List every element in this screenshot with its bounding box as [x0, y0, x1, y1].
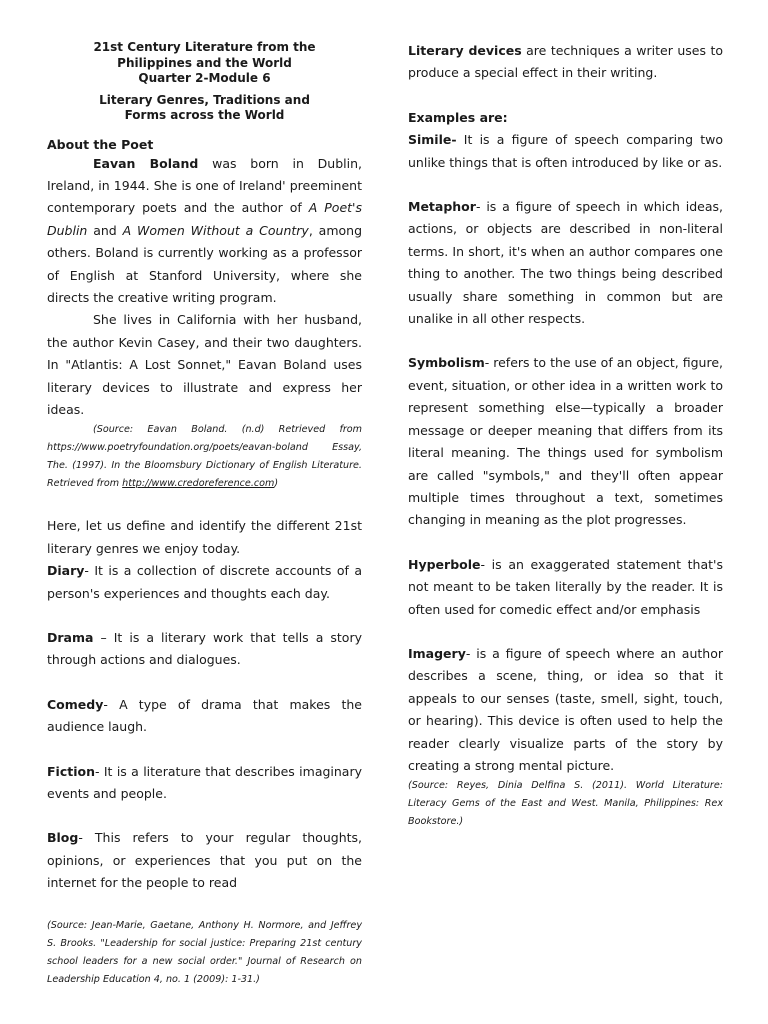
genre-definition: It is a literature that describes imaginary events and people.	[47, 763, 362, 802]
device-term: Imagery	[408, 645, 466, 661]
examples-heading-text: Examples are:	[408, 109, 508, 125]
credo-link[interactable]: http://www.credoreference.com	[122, 478, 275, 490]
device-sep: -	[480, 556, 492, 572]
book-title-2: A Women Without a Country	[122, 222, 309, 238]
genre-fiction	[47, 761, 362, 806]
genre-term: Diary	[47, 563, 85, 579]
genres-intro: Here, let us define and identify the different 21st literary genres we enjoy today.	[47, 518, 362, 556]
genre-definition: It is a collection of discrete accounts of a person's experiences and thoughts each day.	[47, 563, 363, 601]
device-sep: -	[465, 645, 477, 661]
genres-source: (Source: Jean-Marie, Gaetane, Anthony H. Normore, and Jeffrey S. Brooks. "Leadership for social justice: Preparing 21st century school leaders for a new social order." Journal of Research on Leadership Education 4, no. 1 (2009): 1-31.)	[47, 919, 362, 985]
device-hyperbole	[408, 554, 723, 621]
devices-intro	[408, 40, 723, 85]
genre-definition: This refers to your regular thoughts, opinions, or experiences that you put on the internet for the people to read	[47, 830, 362, 891]
genre-term: Fiction	[47, 763, 95, 779]
about-paragraph-2: She lives in California with her husband, the author Kevin Casey, and their two daughters. In "Atlantis: A Lost Sonnet," Eavan Boland uses literary devices to illustrate and express her ideas.	[47, 312, 362, 417]
device-term: Hyperbole	[408, 556, 481, 572]
header-line-1: 21st Century Literature from the	[93, 40, 316, 54]
about-source-text: (Source: Eavan Boland. (n.d) Retrieved from https://www.poetryfoundation.org/poets/eavan-boland Essay, The. (1997). In the Bloomsbury Dictionary of English Literature. Retrieved from	[47, 424, 362, 490]
module-header	[47, 40, 362, 124]
device-simile	[408, 129, 723, 174]
about-paragraph-1	[47, 153, 362, 310]
genre-sep: -	[84, 563, 95, 579]
devices-term: Literary devices	[408, 43, 522, 58]
device-definition: refers to the use of an object, figure, event, situation, or other idea in a written work to represent something else—typically a broader message or deeper meaning that differs from its literal meaning. The things used for symbolism are called "symbols," and they'll often appear multiple times throughout a text, sometimes changing in meaning as the plot progresses.	[408, 355, 723, 528]
about-text-c: , among others. Boland is currently working as a professor of English at Stanford University, where she directs the creative writing program.	[47, 222, 362, 305]
device-sep: -	[484, 355, 494, 371]
genre-term: Comedy	[47, 696, 104, 712]
right-column	[408, 40, 723, 831]
about-heading: About the Poet	[47, 136, 154, 152]
genre-definition: It is a literary work that tells a story through actions and dialogues.	[47, 630, 362, 668]
about-source	[47, 421, 362, 493]
device-term: Metaphor	[408, 199, 476, 215]
left-column	[47, 40, 362, 989]
genre-sep: -	[78, 830, 95, 846]
device-metaphor	[408, 196, 723, 330]
device-term: Simile-	[408, 132, 457, 148]
device-definition: It is a figure of speech comparing two unlike things that is often introduced by like or as.	[408, 132, 723, 170]
about-text-a: was born in Dublin, Ireland, in 1944. She is one of Ireland' preeminent contemporary poets and the author of	[47, 155, 362, 216]
module-title-line-2: Forms across the World	[124, 108, 285, 122]
device-definition: is a figure of speech where an author describes a scene, thing, or idea so that it appeals to our senses (taste, smell, sight, touch, or hearing). This device is often used to help the reader clearly visualize parts of the story by creating a strong mental picture.	[408, 645, 723, 773]
examples-heading	[408, 107, 723, 129]
devices-intro-text: are techniques a writer uses to produce a special effect in their writing.	[408, 43, 724, 81]
genre-diary	[47, 560, 362, 605]
device-symbolism	[408, 352, 723, 531]
genre-definition: A type of drama that makes the audience laugh.	[47, 696, 363, 735]
genre-term: Drama	[47, 630, 94, 645]
genre-sep: –	[93, 630, 114, 645]
device-imagery	[408, 643, 723, 777]
book-title-1: A Poet's Dublin	[47, 200, 362, 238]
genre-comedy	[47, 694, 362, 739]
device-term: Symbolism	[408, 355, 485, 371]
poet-name: Eavan Boland	[93, 155, 199, 171]
header-line-3: Quarter 2-Module 6	[138, 71, 271, 85]
device-sep: -	[475, 199, 487, 215]
about-text-b: and	[87, 222, 123, 238]
module-title-line-1: Literary Genres, Traditions and	[99, 92, 310, 107]
device-definition: is a figure of speech in which ideas, actions, or objects are described in non-literal terms. In short, it's when an author compares one thing to another. The two things being described usually share something in common but are unalike in all other respects.	[408, 199, 724, 327]
genre-sep: -	[94, 763, 104, 779]
genre-drama	[47, 627, 362, 672]
genre-sep: -	[103, 696, 120, 712]
devices-source: (Source: Reyes, Dinia Delfina S. (2011). World Literature: Literacy Gems of the East and West. Manila, Philippines: Rex Bookstore.)	[408, 780, 723, 828]
genre-blog	[47, 827, 362, 894]
header-line-2: Philippines and the World	[117, 55, 292, 70]
about-source-end: )	[274, 478, 279, 490]
device-sep	[457, 132, 464, 147]
device-definition: is an exaggerated statement that's not meant to be taken literally by the reader. It is often used for comedic effect and/or emphasis	[408, 556, 723, 617]
genre-term: Blog	[47, 830, 79, 846]
